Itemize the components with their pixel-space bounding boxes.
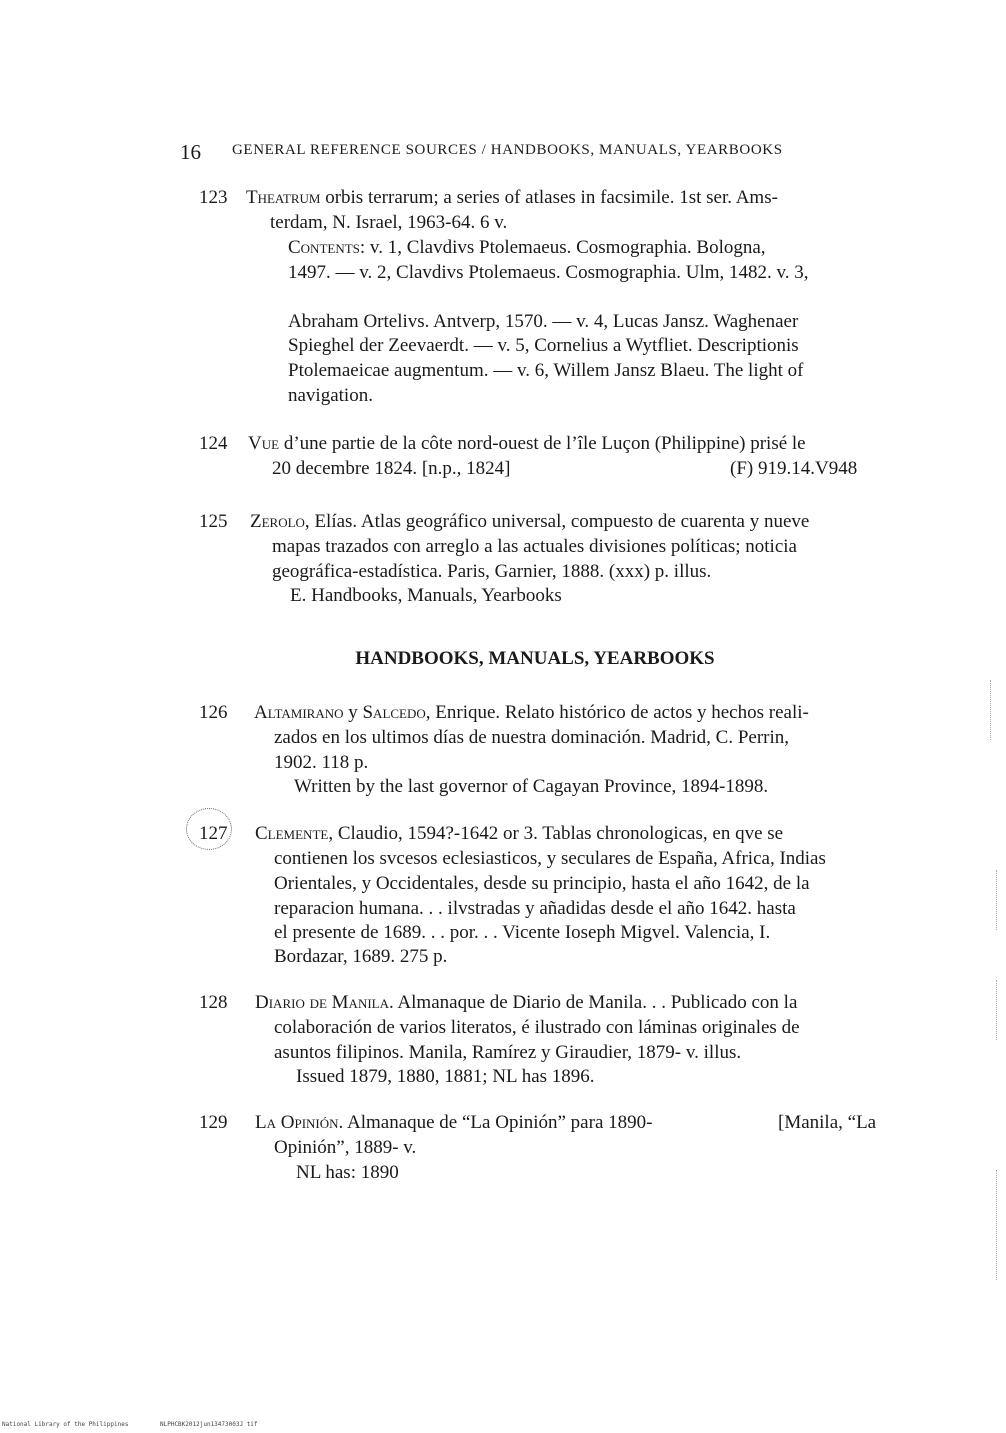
entry-line: orbis terrarum; a series of atlases in facsimile. 1st ser. Ams- — [320, 187, 778, 208]
entry-line: 1497. — v. 2, Clavdivs Ptolemaeus. Cosmographia. Ulm, 1482. v. 3, — [288, 262, 809, 283]
entry-number: 126 — [199, 702, 228, 723]
entry-number: 129 — [199, 1112, 228, 1133]
entry-line: geográfica-estadística. Paris, Garnier, 1888. (xxx) p. illus. — [272, 561, 712, 582]
entry-line: 20 decembre 1824. [n.p., 1824] — [272, 458, 511, 479]
entry-line: terdam, N. Israel, 1963-64. 6 v. — [270, 212, 508, 233]
page-number: 16 — [180, 140, 201, 164]
entry-lead: Vue — [248, 433, 280, 454]
footer-file: NLPHCBK2012jun13473003J tif — [160, 1421, 258, 1428]
entry-lead: Diario de Manila. — [255, 992, 394, 1013]
entry-line: Abraham Ortelivs. Antverp, 1570. — v. 4, Lucas Jansz. Waghenaer — [288, 311, 799, 332]
scan-artifact — [990, 680, 992, 740]
entry-line: Enrique. Relato histórico de actos y hechos reali- — [430, 702, 809, 723]
entry-line: E. Handbooks, Manuals, Yearbooks — [290, 585, 562, 606]
entry-lead: Salcedo, — [362, 702, 431, 723]
entry-lead: Theatrum — [246, 187, 321, 208]
entry-line: Almanaque de “La Opinión” para 1890- — [343, 1112, 653, 1133]
entry-line: d’une partie de la côte nord-ouest de l’île Luçon (Philippine) prisé le — [279, 433, 806, 454]
entry-number: 123 — [199, 187, 228, 208]
footer-source: National Library of the Philippines — [2, 1421, 129, 1428]
entry-line: colaboración de varios literatos, é ilustrado con láminas originales de — [274, 1017, 800, 1038]
entry-line: asuntos filipinos. Manila, Ramírez y Giraudier, 1879- v. illus. — [274, 1042, 742, 1063]
entry-line: zados en los ultimos días de nuestra dominación. Madrid, C. Perrin, — [274, 727, 790, 748]
scan-artifact — [996, 1170, 998, 1280]
entry-line: Written by the last governor of Cagayan Province, 1894-1898. — [294, 776, 769, 797]
entry-number: 124 — [199, 433, 228, 454]
scan-footer — [2, 1421, 258, 1428]
contents-label: Contents: — [288, 237, 366, 258]
entry-line: Ptolemaeicae augmentum. — v. 6, Willem Jansz Blaeu. The light of — [288, 360, 804, 381]
entry-number: 128 — [199, 992, 228, 1013]
entry-line: Orientales, y Occidentales, desde su principio, hasta el año 1642, de la — [274, 873, 810, 894]
entry-line: mapas trazados con arreglo a las actuales divisiones políticas; noticia — [272, 536, 797, 557]
entry-line: 1902. 118 p. — [274, 752, 369, 773]
entry-line: [Manila, “La — [778, 1112, 877, 1133]
entry-number: 127 — [199, 823, 228, 844]
entry-line: reparacion humana. . . ilvstradas y añadidas desde el año 1642. hasta — [274, 898, 796, 919]
entry-line: y — [343, 702, 363, 723]
scan-artifact — [996, 980, 998, 1040]
entry-line: Opinión”, 1889- v. — [274, 1137, 417, 1158]
entry-line: Spieghel der Zeevaerdt. — v. 5, Cornelius a Wytfliet. Descriptionis — [288, 335, 799, 356]
entry-line: Issued 1879, 1880, 1881; NL has 1896. — [296, 1066, 595, 1087]
entry-lead: Zerolo, — [250, 511, 310, 532]
entry-line: el presente de 1689. . . por. . . Vicente Ioseph Migvel. Valencia, I. — [274, 922, 771, 943]
entry-line: Almanaque de Diario de Manila. . . Publicado con la — [393, 992, 798, 1013]
entry-lead: Altamirano — [254, 702, 344, 723]
entry-line: contienen los svcesos eclesiasticos, y seculares de España, Africa, Indias — [274, 848, 826, 869]
scan-artifact — [996, 870, 998, 930]
entry-line: NL has: 1890 — [296, 1162, 399, 1183]
running-head: GENERAL REFERENCE SOURCES / HANDBOOKS, MANUALS, YEARBOOKS — [232, 142, 783, 158]
entry-number: 125 — [199, 511, 228, 532]
entry-line: navigation. — [288, 385, 373, 406]
entry-lead: Clemente, — [255, 823, 334, 844]
entry-line: v. 1, Clavdivs Ptolemaeus. Cosmographia. Bologna, — [365, 237, 766, 258]
entry-line: Elías. Atlas geográfico universal, compuesto de cuarenta y nueve — [309, 511, 810, 532]
entry-line: Bordazar, 1689. 275 p. — [274, 946, 448, 967]
call-number: (F) 919.14.V948 — [730, 458, 858, 479]
section-heading: HANDBOOKS, MANUALS, YEARBOOKS — [355, 648, 715, 669]
entry-line: Claudio, 1594?-1642 or 3. Tablas chronologicas, en qve se — [333, 823, 784, 844]
entry-lead: La Opinión. — [255, 1112, 344, 1133]
